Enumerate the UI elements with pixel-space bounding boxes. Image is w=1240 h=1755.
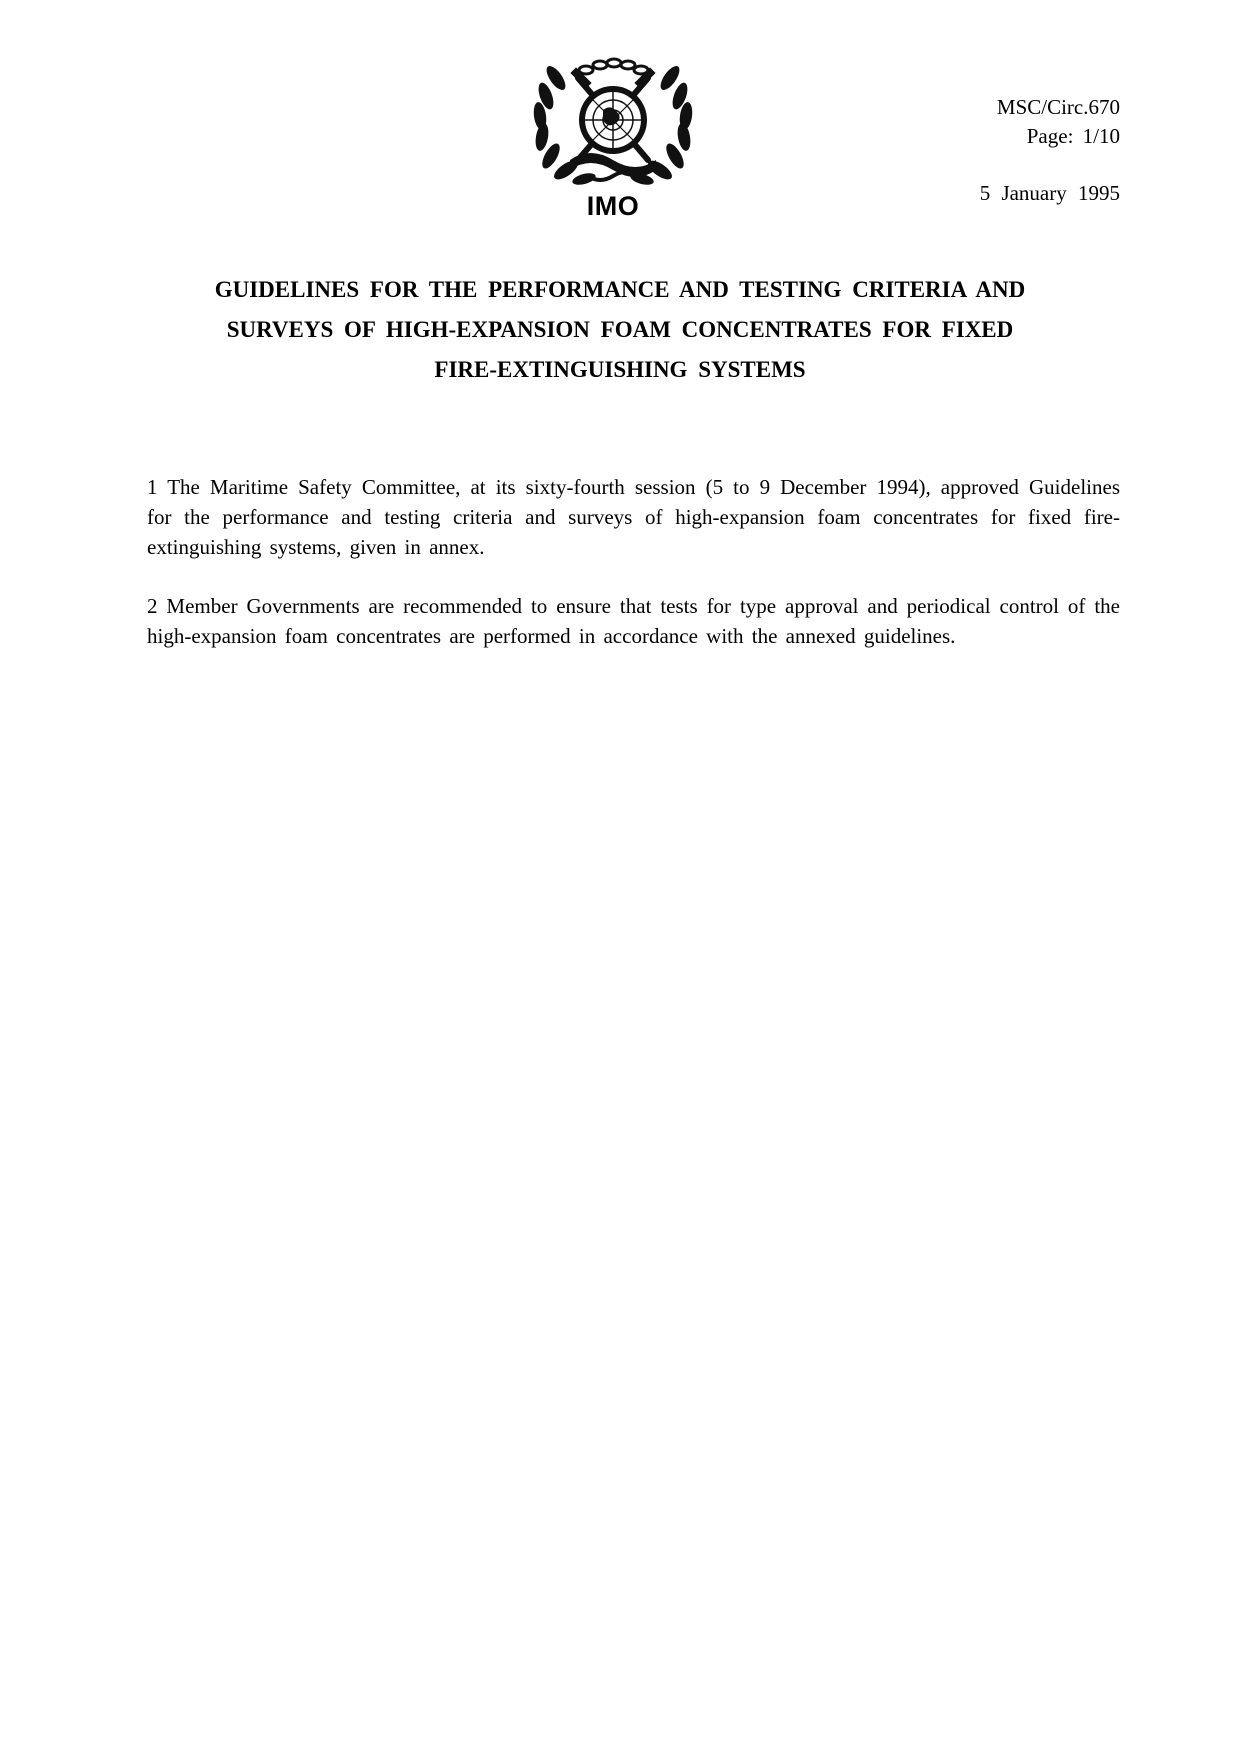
document-body [147, 472, 1120, 680]
document-meta [980, 93, 1120, 208]
document-reference: MSC/Circ.670 [996, 95, 1120, 119]
imo-emblem-icon [518, 48, 708, 198]
title-line-1: GUIDELINES FOR THE PERFORMANCE AND TESTING CRITERIA AND [214, 277, 1026, 302]
title-line-2: SURVEYS OF HIGH-EXPANSION FOAM CONCENTRATES FOR FIXED [226, 317, 1014, 342]
page-number: Page: 1/10 [1026, 124, 1120, 148]
document-title [140, 270, 1100, 390]
logo-text: IMO [586, 191, 640, 221]
document-date: 5 January 1995 [979, 181, 1120, 205]
paragraph-2: 2 Member Governments are recommended to ensure that tests for type approval and periodical control of the high-expansion foam concentrates are performed in accordance with the annexed guidelines. [147, 594, 1120, 648]
imo-logo [518, 48, 708, 230]
title-line-3: FIRE-EXTINGUISHING SYSTEMS [434, 357, 806, 382]
paragraph-1: 1 The Maritime Safety Committee, at its sixty-fourth session (5 to 9 December 1994), approved Guidelines for the performance and testing criteria and surveys of high-expansion foam concentrates for fixed fire-extinguishing systems, given in annex. [147, 475, 1120, 559]
